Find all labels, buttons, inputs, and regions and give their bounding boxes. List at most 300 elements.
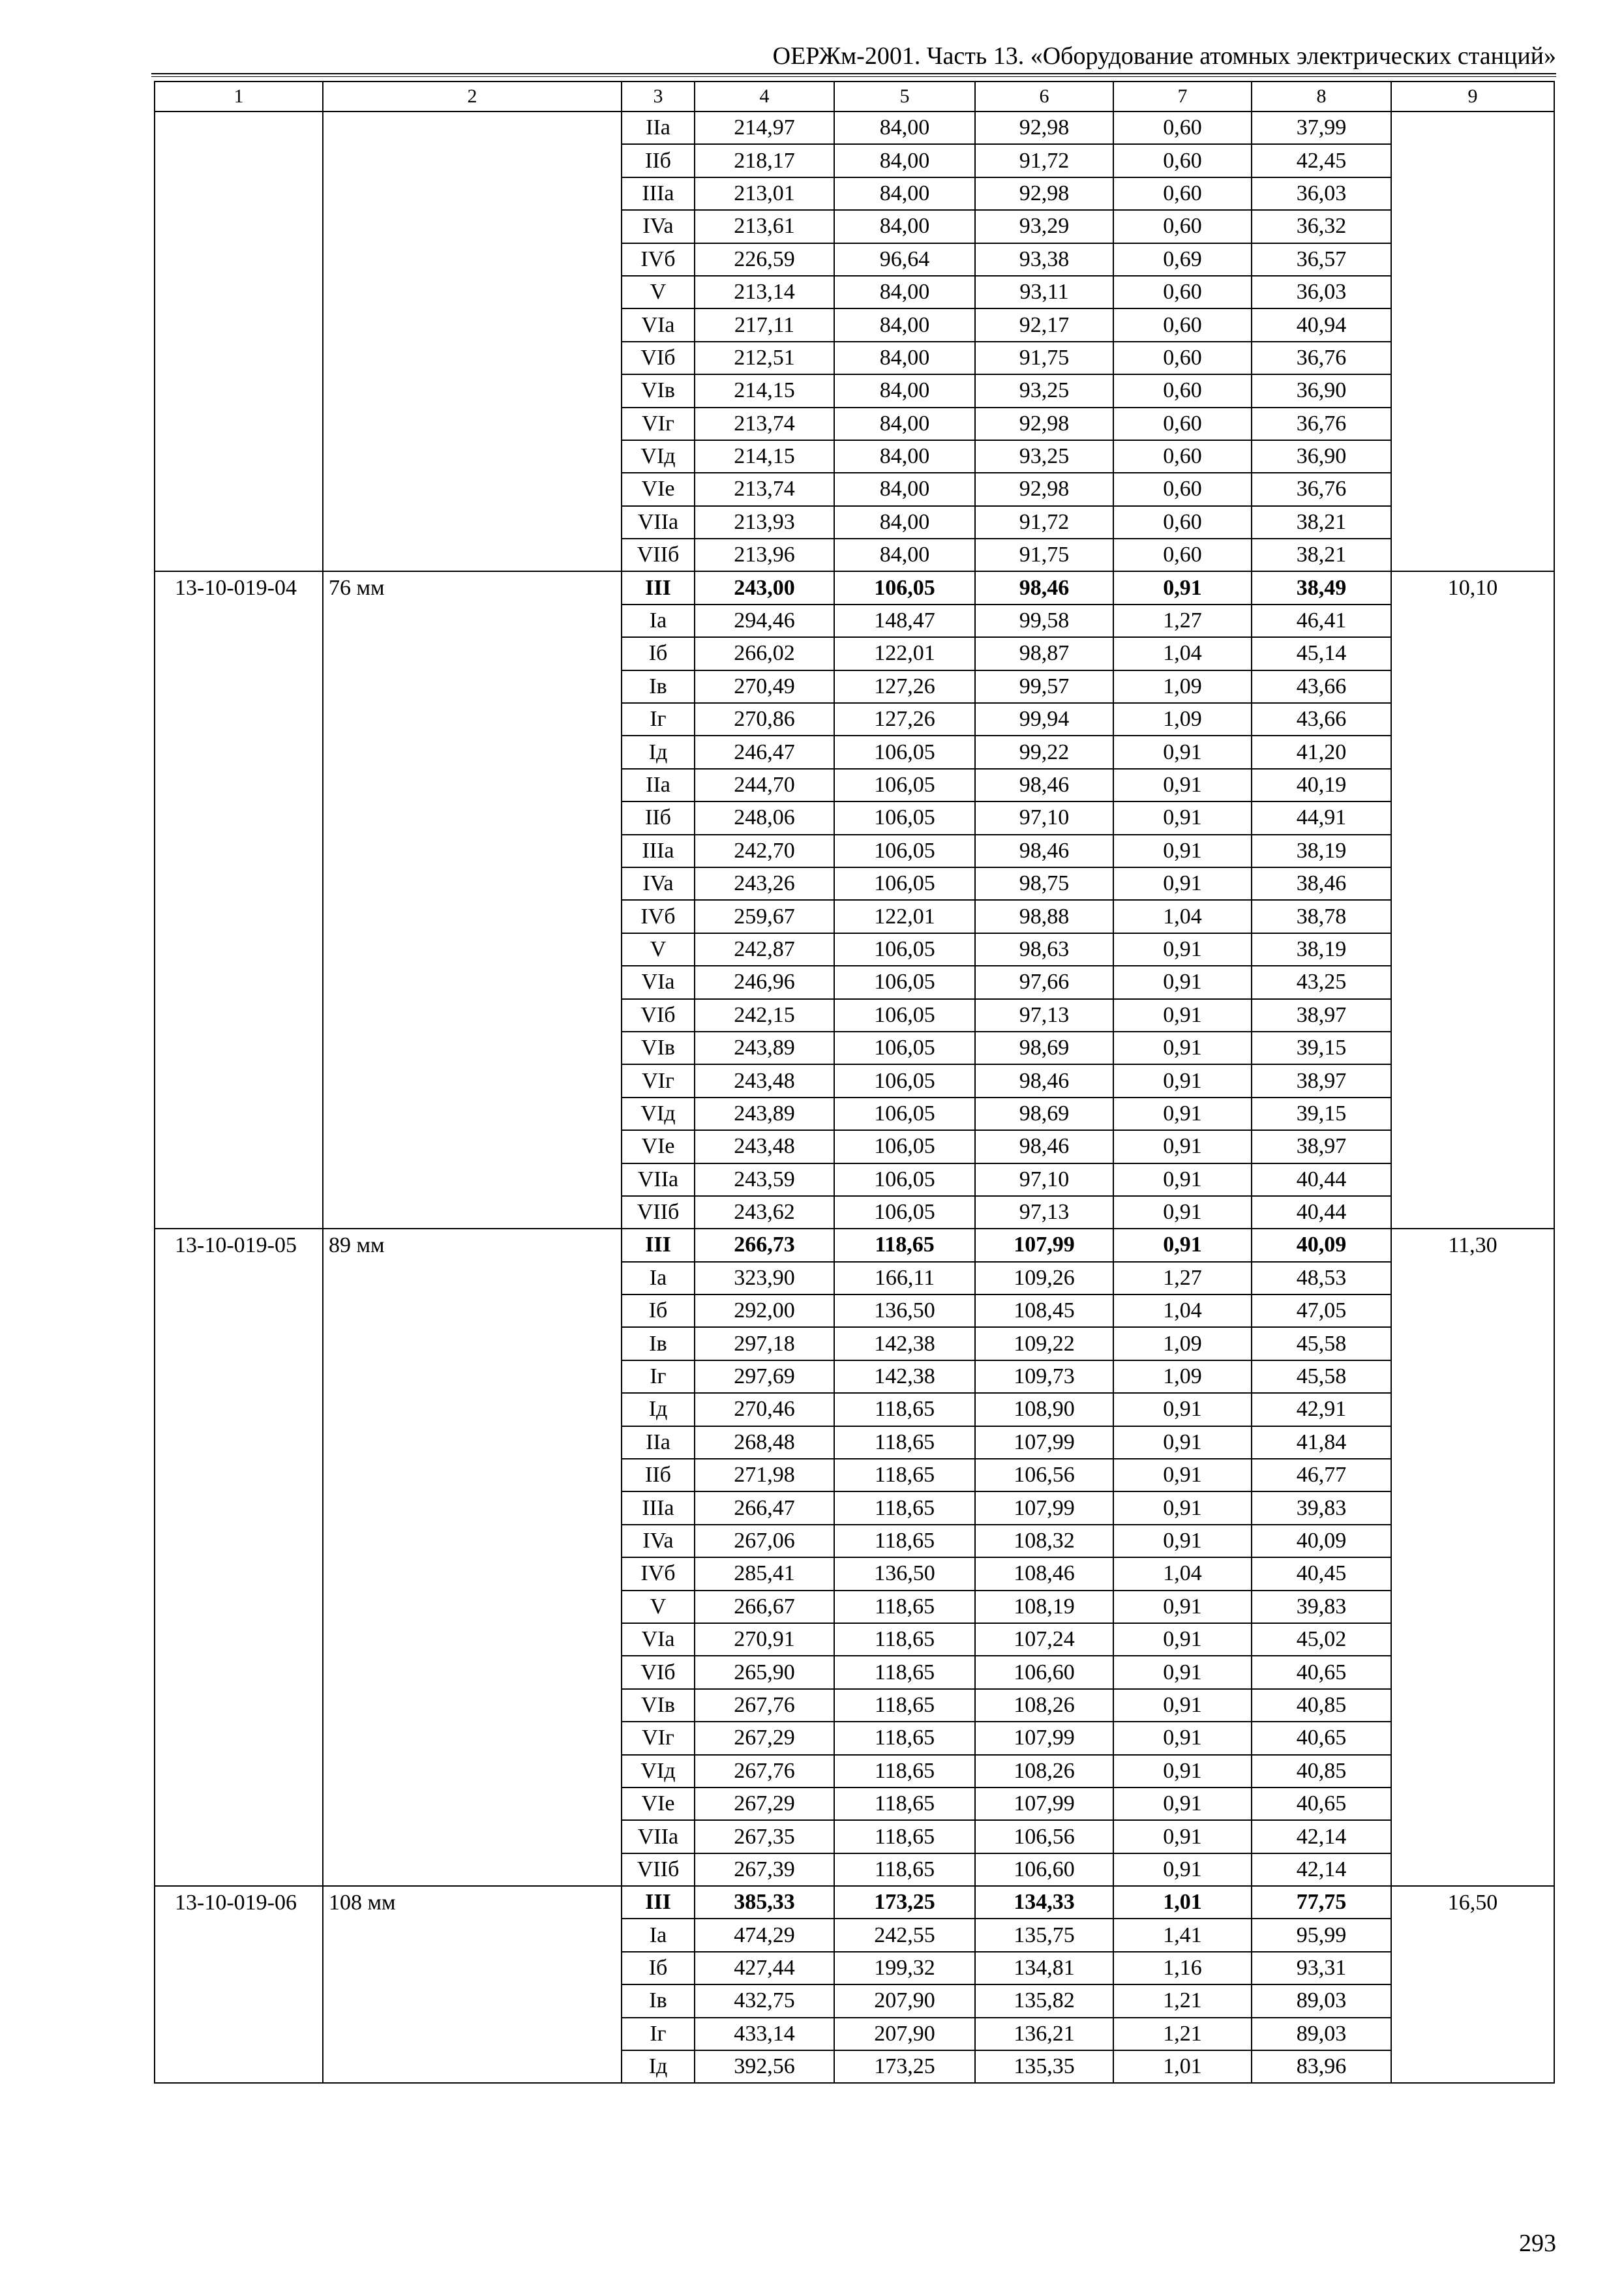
- column-number-4: 4: [695, 82, 834, 112]
- cell-value-col8: 36,76: [1252, 408, 1391, 440]
- cell-value-col6: 91,75: [975, 342, 1113, 374]
- cell-value-col4: 214,15: [695, 440, 834, 473]
- header-rule: [151, 73, 1556, 74]
- cell-value-col8: 41,84: [1252, 1426, 1391, 1459]
- cell-value-col4: 243,62: [695, 1196, 834, 1229]
- cell-value-col5: 122,01: [834, 637, 975, 670]
- cell-subtype: VIIa: [622, 1820, 695, 1853]
- data-table: [154, 81, 1555, 2084]
- cell-value-col6: 99,57: [975, 670, 1113, 703]
- cell-value-col5: 122,01: [834, 900, 975, 933]
- cell-value-col4: 213,93: [695, 506, 834, 539]
- cell-value-col8: 45,02: [1252, 1623, 1391, 1656]
- cell-value-col8: 89,03: [1252, 1984, 1391, 2017]
- cell-value-col6: 98,75: [975, 867, 1113, 900]
- cell-subtype: VIб: [622, 1656, 695, 1688]
- cell-subtype: III: [622, 1886, 695, 1919]
- cell-code: 13-10-019-04: [155, 571, 323, 1229]
- cell-value-col8: 39,15: [1252, 1032, 1391, 1064]
- cell-value-col6: 97,10: [975, 1163, 1113, 1196]
- cell-value-col6: 98,69: [975, 1032, 1113, 1064]
- cell-value-col4: 270,49: [695, 670, 834, 703]
- cell-value-col6: 135,82: [975, 1984, 1113, 2017]
- column-number-5: 5: [834, 82, 975, 112]
- cell-value-col6: 99,22: [975, 736, 1113, 768]
- cell-value-col5: 118,65: [834, 1525, 975, 1557]
- cell-value-col5: 84,00: [834, 473, 975, 505]
- cell-subtype: IIб: [622, 144, 695, 177]
- cell-value-col4: 212,51: [695, 342, 834, 374]
- cell-value-col6: 135,35: [975, 2050, 1113, 2083]
- cell-value-col4: 213,14: [695, 276, 834, 308]
- cell-value-col6: 92,98: [975, 473, 1113, 505]
- cell-value-col6: 98,46: [975, 1130, 1113, 1163]
- cell-value-col8: 83,96: [1252, 2050, 1391, 2083]
- cell-value-col4: 243,59: [695, 1163, 834, 1196]
- cell-subtype: VIa: [622, 1623, 695, 1656]
- cell-subtype: VIд: [622, 1755, 695, 1788]
- cell-subtype: VIд: [622, 440, 695, 473]
- cell-value-col4: 242,70: [695, 835, 834, 867]
- cell-value-col8: 48,53: [1252, 1262, 1391, 1294]
- cell-value-col5: 84,00: [834, 112, 975, 144]
- cell-value-col7: 1,01: [1113, 2050, 1252, 2083]
- cell-value-col4: 243,48: [695, 1064, 834, 1097]
- cell-value-col5: 118,65: [834, 1591, 975, 1623]
- cell-col9-empty: [1391, 112, 1554, 571]
- cell-subtype: V: [622, 276, 695, 308]
- cell-value-col8: 40,09: [1252, 1229, 1391, 1261]
- cell-value-col7: 0,91: [1113, 1032, 1252, 1064]
- cell-value-col5: 106,05: [834, 999, 975, 1032]
- cell-value-col7: 0,69: [1113, 243, 1252, 276]
- cell-value-col6: 107,99: [975, 1426, 1113, 1459]
- cell-value-col6: 108,26: [975, 1755, 1113, 1788]
- cell-value-col5: 173,25: [834, 1886, 975, 1919]
- cell-value-col7: 0,91: [1113, 1623, 1252, 1656]
- cell-value-col4: 242,87: [695, 933, 834, 966]
- cell-value-col7: 0,91: [1113, 1591, 1252, 1623]
- cell-subtype: VIIб: [622, 539, 695, 571]
- cell-value-col6: 93,25: [975, 440, 1113, 473]
- cell-subtype: IIб: [622, 801, 695, 834]
- cell-subtype: IIб: [622, 1459, 695, 1491]
- cell-value-col8: 36,03: [1252, 276, 1391, 308]
- cell-value-col6: 135,75: [975, 1919, 1113, 1951]
- cell-subtype: III: [622, 571, 695, 604]
- cell-value-col7: 1,41: [1113, 1919, 1252, 1951]
- cell-value-col8: 38,97: [1252, 1064, 1391, 1097]
- cell-value-col7: 0,91: [1113, 1656, 1252, 1688]
- cell-subtype: Iд: [622, 2050, 695, 2083]
- cell-value-col6: 108,45: [975, 1294, 1113, 1327]
- cell-value-col6: 98,46: [975, 1064, 1113, 1097]
- cell-value-col6: 92,98: [975, 112, 1113, 144]
- cell-value-col4: 265,90: [695, 1656, 834, 1688]
- cell-subtype: Iб: [622, 1294, 695, 1327]
- cell-value-col8: 38,21: [1252, 539, 1391, 571]
- cell-value-col4: 243,00: [695, 571, 834, 604]
- cell-value-col5: 118,65: [834, 1393, 975, 1426]
- cell-value-col8: 40,94: [1252, 308, 1391, 341]
- cell-value-col5: 118,65: [834, 1788, 975, 1820]
- cell-subtype: IVa: [622, 210, 695, 243]
- cell-subtype: IVб: [622, 1557, 695, 1590]
- cell-value-col7: 0,91: [1113, 1459, 1252, 1491]
- cell-value-col7: 0,91: [1113, 1130, 1252, 1163]
- cell-value-col5: 106,05: [834, 1098, 975, 1130]
- cell-value-col7: 0,60: [1113, 408, 1252, 440]
- cell-subtype: VIб: [622, 342, 695, 374]
- cell-value-col8: 38,49: [1252, 571, 1391, 604]
- cell-value-col4: 323,90: [695, 1262, 834, 1294]
- cell-value-col6: 134,81: [975, 1952, 1113, 1984]
- cell-value-col5: 118,65: [834, 1853, 975, 1886]
- cell-value-col7: 0,91: [1113, 1393, 1252, 1426]
- cell-value-col5: 84,00: [834, 440, 975, 473]
- cell-value-col6: 98,87: [975, 637, 1113, 670]
- cell-value-col6: 109,73: [975, 1360, 1113, 1393]
- cell-value-col5: 242,55: [834, 1919, 975, 1951]
- cell-value-col7: 0,60: [1113, 539, 1252, 571]
- cell-value-col8: 40,09: [1252, 1525, 1391, 1557]
- cell-subtype: Iб: [622, 1952, 695, 1984]
- cell-value-col5: 118,65: [834, 1491, 975, 1524]
- cell-value-col8: 38,19: [1252, 835, 1391, 867]
- cell-subtype: IVб: [622, 243, 695, 276]
- cell-value-col5: 136,50: [834, 1294, 975, 1327]
- cell-value-col7: 1,21: [1113, 2018, 1252, 2050]
- cell-value-col5: 84,00: [834, 506, 975, 539]
- cell-value-col8: 38,97: [1252, 1130, 1391, 1163]
- cell-value-col4: 243,48: [695, 1130, 834, 1163]
- cell-value-col4: 246,47: [695, 736, 834, 768]
- cell-subtype: VIг: [622, 408, 695, 440]
- cell-subtype: VIв: [622, 1032, 695, 1064]
- cell-value-col6: 109,26: [975, 1262, 1113, 1294]
- column-number-3: 3: [622, 82, 695, 112]
- cell-value-col7: 0,91: [1113, 835, 1252, 867]
- cell-value-col5: 173,25: [834, 2050, 975, 2083]
- cell-value-col5: 106,05: [834, 933, 975, 966]
- cell-value-col5: 106,05: [834, 1032, 975, 1064]
- cell-value-col4: 267,29: [695, 1722, 834, 1754]
- cell-subtype: VIIa: [622, 1163, 695, 1196]
- cell-code: 13-10-019-05: [155, 1229, 323, 1886]
- cell-value-col7: 0,91: [1113, 1820, 1252, 1853]
- cell-value-col4: 213,96: [695, 539, 834, 571]
- cell-value-col4: 433,14: [695, 2018, 834, 2050]
- cell-value-col6: 107,24: [975, 1623, 1113, 1656]
- cell-subtype: IIIa: [622, 1491, 695, 1524]
- cell-value-col7: 0,91: [1113, 933, 1252, 966]
- cell-value-col8: 42,14: [1252, 1853, 1391, 1886]
- cell-value-col6: 107,99: [975, 1229, 1113, 1261]
- cell-value-col7: 0,91: [1113, 1426, 1252, 1459]
- cell-value-col4: 218,17: [695, 144, 834, 177]
- cell-value-col6: 91,75: [975, 539, 1113, 571]
- cell-value-col7: 0,91: [1113, 1722, 1252, 1754]
- cell-value-col7: 0,91: [1113, 999, 1252, 1032]
- cell-value-col8: 38,19: [1252, 933, 1391, 966]
- cell-value-col8: 36,76: [1252, 342, 1391, 374]
- cell-code: 13-10-019-06: [155, 1886, 323, 2083]
- cell-subtype: VIб: [622, 999, 695, 1032]
- cell-value-col6: 91,72: [975, 144, 1113, 177]
- cell-value-col6: 93,38: [975, 243, 1113, 276]
- cell-subtype: Iб: [622, 637, 695, 670]
- cell-subtype: IIa: [622, 769, 695, 801]
- cell-subtype: VIв: [622, 1689, 695, 1722]
- cell-value-col8: 38,21: [1252, 506, 1391, 539]
- cell-value-col8: 41,20: [1252, 736, 1391, 768]
- cell-size: 89 мм: [323, 1229, 622, 1886]
- cell-value-col4: 213,01: [695, 177, 834, 210]
- cell-value-col7: 0,60: [1113, 440, 1252, 473]
- cell-value-col7: 1,27: [1113, 605, 1252, 637]
- cell-value-col8: 38,46: [1252, 867, 1391, 900]
- cell-value-col5: 84,00: [834, 408, 975, 440]
- cell-value-col7: 0,60: [1113, 112, 1252, 144]
- cell-value-col8: 36,32: [1252, 210, 1391, 243]
- cell-value-col8: 40,45: [1252, 1557, 1391, 1590]
- cell-value-col5: 106,05: [834, 1163, 975, 1196]
- cell-value-col6: 92,98: [975, 408, 1113, 440]
- cell-value-col5: 96,64: [834, 243, 975, 276]
- table-row: [155, 571, 1554, 604]
- cell-code-empty: [155, 112, 323, 571]
- cell-subtype: VIa: [622, 966, 695, 998]
- cell-value-col5: 118,65: [834, 1459, 975, 1491]
- cell-subtype: Iг: [622, 1360, 695, 1393]
- column-number-2: 2: [323, 82, 622, 112]
- cell-value-col6: 97,13: [975, 999, 1113, 1032]
- cell-value-col6: 107,99: [975, 1491, 1113, 1524]
- cell-subtype: Iв: [622, 1327, 695, 1360]
- cell-value-col5: 166,11: [834, 1262, 975, 1294]
- cell-value-col7: 1,04: [1113, 637, 1252, 670]
- cell-value-col8: 38,97: [1252, 999, 1391, 1032]
- cell-value-col5: 118,65: [834, 1722, 975, 1754]
- cell-value-col7: 1,04: [1113, 900, 1252, 933]
- cell-value-col4: 267,76: [695, 1689, 834, 1722]
- cell-subtype: IIIa: [622, 177, 695, 210]
- cell-value-col5: 84,00: [834, 308, 975, 341]
- cell-value-col4: 297,18: [695, 1327, 834, 1360]
- cell-value-col5: 106,05: [834, 801, 975, 834]
- cell-value-col4: 474,29: [695, 1919, 834, 1951]
- cell-size: 76 мм: [323, 571, 622, 1229]
- cell-subtype: VIв: [622, 374, 695, 407]
- cell-size-empty: [323, 112, 622, 571]
- page-header: [151, 38, 1556, 78]
- cell-subtype: Ia: [622, 1262, 695, 1294]
- cell-value-col5: 118,65: [834, 1656, 975, 1688]
- cell-value-col6: 106,60: [975, 1656, 1113, 1688]
- cell-value-col5: 199,32: [834, 1952, 975, 1984]
- cell-subtype: VIIa: [622, 506, 695, 539]
- cell-value-col5: 106,05: [834, 1196, 975, 1229]
- cell-value-col5: 148,47: [834, 605, 975, 637]
- cell-value-col4: 270,91: [695, 1623, 834, 1656]
- cell-value-col6: 99,58: [975, 605, 1113, 637]
- cell-value-col8: 37,99: [1252, 112, 1391, 144]
- cell-value-col5: 142,38: [834, 1360, 975, 1393]
- cell-col9: 10,10: [1391, 571, 1554, 1229]
- cell-value-col4: 392,56: [695, 2050, 834, 2083]
- cell-value-col4: 427,44: [695, 1952, 834, 1984]
- cell-value-col4: 266,73: [695, 1229, 834, 1261]
- cell-value-col6: 134,33: [975, 1886, 1113, 1919]
- cell-value-col7: 0,91: [1113, 1229, 1252, 1261]
- cell-value-col7: 0,60: [1113, 374, 1252, 407]
- cell-value-col4: 267,39: [695, 1853, 834, 1886]
- cell-value-col7: 0,91: [1113, 1788, 1252, 1820]
- cell-value-col5: 118,65: [834, 1229, 975, 1261]
- cell-value-col4: 267,06: [695, 1525, 834, 1557]
- cell-subtype: III: [622, 1229, 695, 1261]
- cell-value-col7: 1,09: [1113, 1360, 1252, 1393]
- cell-subtype: VIIб: [622, 1853, 695, 1886]
- cell-subtype: IIIa: [622, 835, 695, 867]
- header-title: ОЕРЖм-2001. Часть 13. «Оборудование атомных электрических станций»: [772, 42, 1556, 70]
- cell-value-col8: 39,83: [1252, 1591, 1391, 1623]
- cell-value-col8: 46,41: [1252, 605, 1391, 637]
- cell-value-col6: 93,11: [975, 276, 1113, 308]
- cell-col9: 11,30: [1391, 1229, 1554, 1886]
- cell-value-col7: 1,27: [1113, 1262, 1252, 1294]
- cell-value-col7: 0,60: [1113, 473, 1252, 505]
- cell-value-col4: 385,33: [695, 1886, 834, 1919]
- cell-value-col4: 267,35: [695, 1820, 834, 1853]
- cell-value-col6: 106,56: [975, 1820, 1113, 1853]
- cell-subtype: VIIб: [622, 1196, 695, 1229]
- cell-value-col6: 92,98: [975, 177, 1113, 210]
- cell-value-col8: 42,91: [1252, 1393, 1391, 1426]
- cell-value-col4: 270,86: [695, 703, 834, 736]
- cell-value-col5: 106,05: [834, 571, 975, 604]
- cell-value-col6: 98,88: [975, 900, 1113, 933]
- cell-value-col4: 214,15: [695, 374, 834, 407]
- column-number-8: 8: [1252, 82, 1391, 112]
- cell-value-col8: 43,25: [1252, 966, 1391, 998]
- cell-value-col7: 0,60: [1113, 276, 1252, 308]
- cell-value-col7: 0,60: [1113, 177, 1252, 210]
- cell-value-col6: 98,46: [975, 835, 1113, 867]
- cell-value-col5: 84,00: [834, 144, 975, 177]
- cell-value-col6: 108,32: [975, 1525, 1113, 1557]
- cell-subtype: IIa: [622, 1426, 695, 1459]
- cell-value-col8: 36,57: [1252, 243, 1391, 276]
- cell-value-col7: 0,91: [1113, 801, 1252, 834]
- cell-value-col4: 246,96: [695, 966, 834, 998]
- cell-value-col7: 0,60: [1113, 308, 1252, 341]
- cell-value-col4: 213,74: [695, 473, 834, 505]
- cell-value-col6: 97,66: [975, 966, 1113, 998]
- cell-value-col4: 271,98: [695, 1459, 834, 1491]
- cell-value-col4: 267,29: [695, 1788, 834, 1820]
- cell-value-col7: 1,09: [1113, 1327, 1252, 1360]
- cell-value-col6: 92,17: [975, 308, 1113, 341]
- column-number-row: [155, 82, 1554, 112]
- cell-value-col8: 95,99: [1252, 1919, 1391, 1951]
- cell-value-col8: 36,90: [1252, 440, 1391, 473]
- cell-value-col5: 84,00: [834, 210, 975, 243]
- cell-subtype: Iв: [622, 1984, 695, 2017]
- cell-value-col7: 0,60: [1113, 144, 1252, 177]
- cell-value-col8: 40,65: [1252, 1656, 1391, 1688]
- cell-value-col8: 40,19: [1252, 769, 1391, 801]
- cell-subtype: IIa: [622, 112, 695, 144]
- cell-value-col6: 108,90: [975, 1393, 1113, 1426]
- cell-value-col7: 0,91: [1113, 867, 1252, 900]
- cell-value-col4: 294,46: [695, 605, 834, 637]
- cell-value-col5: 142,38: [834, 1327, 975, 1360]
- cell-value-col5: 106,05: [834, 966, 975, 998]
- cell-value-col5: 106,05: [834, 1130, 975, 1163]
- cell-value-col8: 42,14: [1252, 1820, 1391, 1853]
- cell-value-col7: 0,91: [1113, 1098, 1252, 1130]
- cell-value-col4: 217,11: [695, 308, 834, 341]
- table-row: [155, 112, 1554, 144]
- cell-value-col8: 43,66: [1252, 703, 1391, 736]
- cell-value-col8: 42,45: [1252, 144, 1391, 177]
- cell-subtype: Ia: [622, 605, 695, 637]
- cell-value-col4: 266,67: [695, 1591, 834, 1623]
- cell-value-col4: 242,15: [695, 999, 834, 1032]
- cell-value-col7: 0,91: [1113, 1755, 1252, 1788]
- cell-value-col8: 40,85: [1252, 1689, 1391, 1722]
- cell-value-col6: 91,72: [975, 506, 1113, 539]
- header-rule-thin: [151, 76, 1556, 77]
- cell-value-col5: 207,90: [834, 2018, 975, 2050]
- cell-value-col6: 109,22: [975, 1327, 1113, 1360]
- cell-value-col6: 106,60: [975, 1853, 1113, 1886]
- cell-value-col8: 40,44: [1252, 1196, 1391, 1229]
- cell-value-col8: 40,44: [1252, 1163, 1391, 1196]
- cell-value-col8: 38,78: [1252, 900, 1391, 933]
- cell-value-col4: 268,48: [695, 1426, 834, 1459]
- column-number-1: 1: [155, 82, 323, 112]
- cell-subtype: Iд: [622, 1393, 695, 1426]
- cell-value-col8: 40,85: [1252, 1755, 1391, 1788]
- cell-value-col5: 84,00: [834, 177, 975, 210]
- cell-subtype: VIe: [622, 473, 695, 505]
- cell-value-col4: 259,67: [695, 900, 834, 933]
- cell-value-col8: 89,03: [1252, 2018, 1391, 2050]
- cell-subtype: Iв: [622, 670, 695, 703]
- cell-value-col5: 106,05: [834, 835, 975, 867]
- cell-value-col7: 1,16: [1113, 1952, 1252, 1984]
- cell-value-col8: 40,65: [1252, 1722, 1391, 1754]
- cell-value-col8: 44,91: [1252, 801, 1391, 834]
- cell-value-col6: 106,56: [975, 1459, 1113, 1491]
- cell-subtype: IVa: [622, 867, 695, 900]
- cell-value-col8: 36,03: [1252, 177, 1391, 210]
- cell-value-col8: 43,66: [1252, 670, 1391, 703]
- cell-value-col4: 214,97: [695, 112, 834, 144]
- cell-value-col4: 297,69: [695, 1360, 834, 1393]
- cell-value-col7: 0,91: [1113, 1491, 1252, 1524]
- cell-value-col5: 106,05: [834, 769, 975, 801]
- cell-value-col6: 98,46: [975, 769, 1113, 801]
- cell-value-col5: 84,00: [834, 539, 975, 571]
- cell-value-col6: 93,29: [975, 210, 1113, 243]
- cell-col9: 16,50: [1391, 1886, 1554, 2083]
- cell-value-col7: 0,91: [1113, 1689, 1252, 1722]
- cell-value-col7: 0,91: [1113, 769, 1252, 801]
- cell-subtype: Iг: [622, 2018, 695, 2050]
